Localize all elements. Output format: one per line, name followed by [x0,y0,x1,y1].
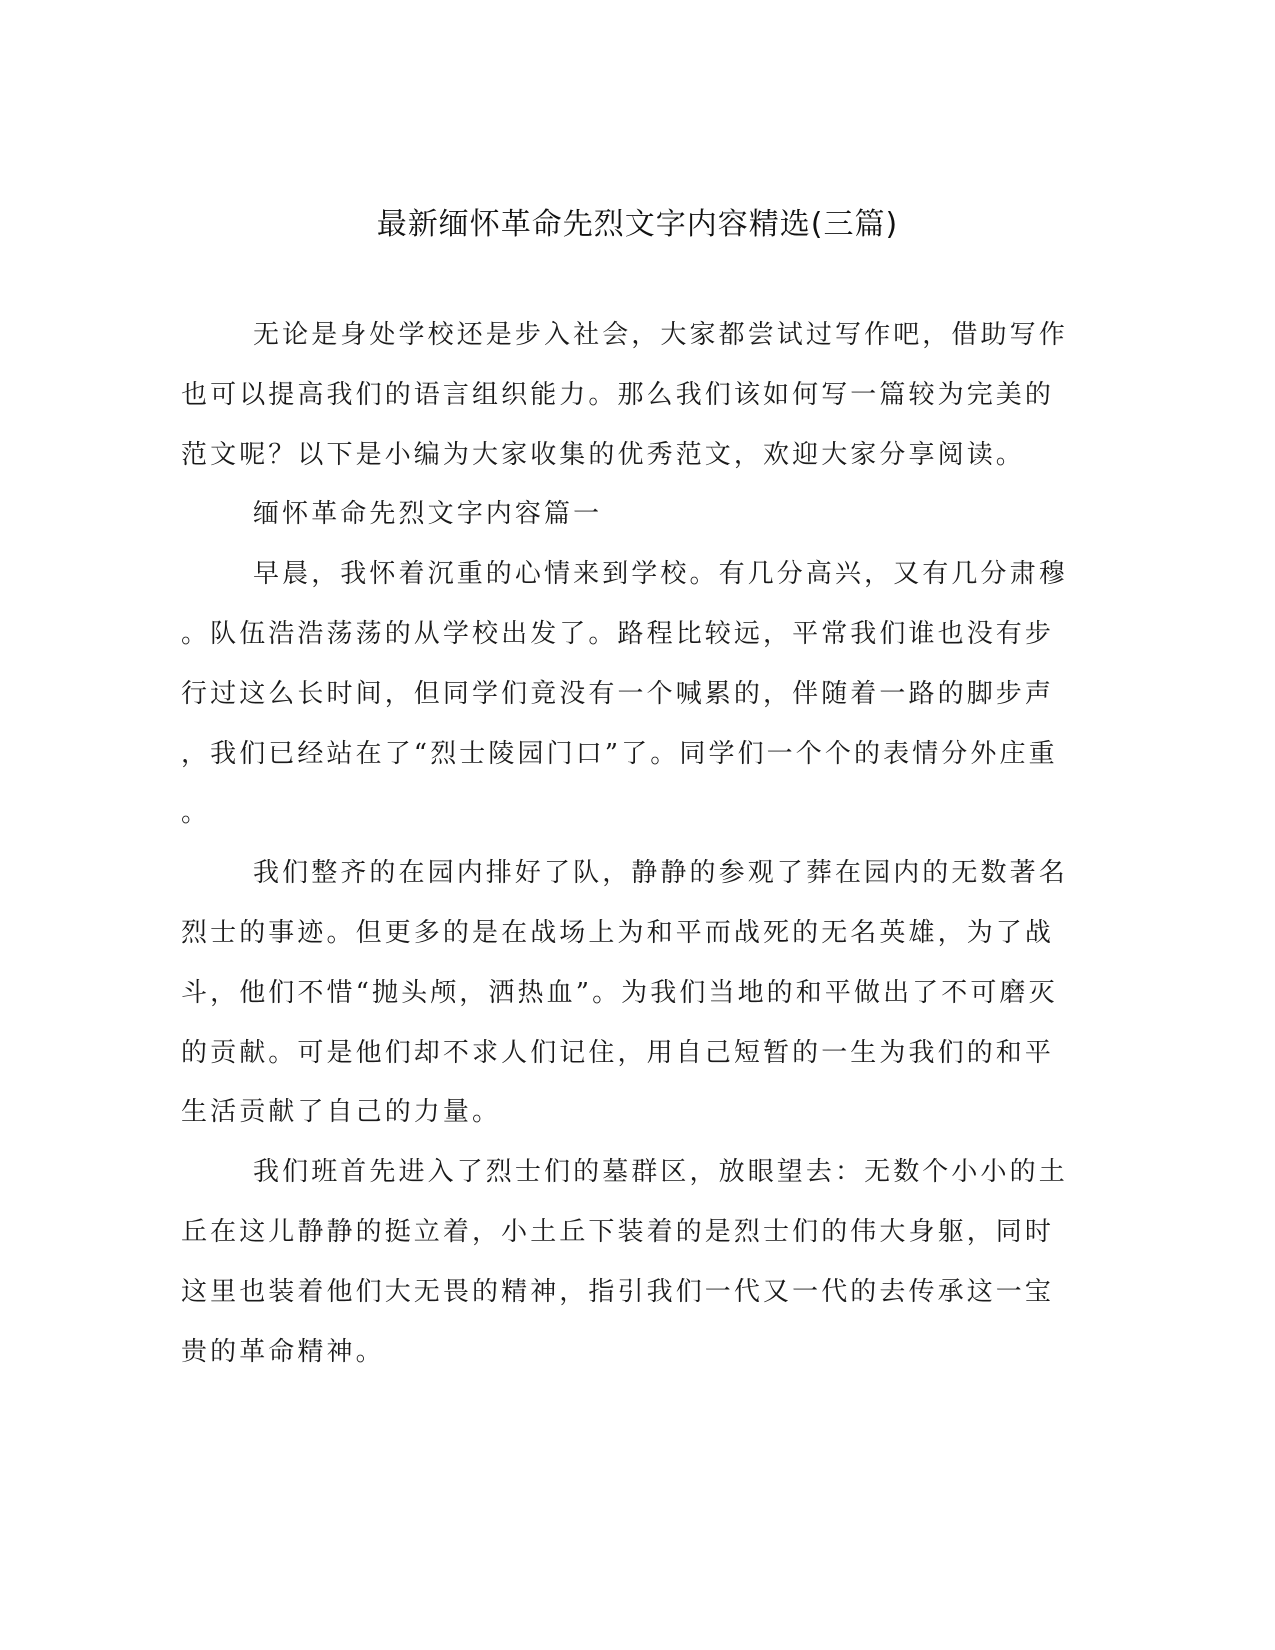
text-line: 贵的革命精神。 [181,1336,385,1367]
text-line: ，我们已经站在了“烈士陵园门口”了。同学们一个个的表情分外庄重 [181,738,1058,769]
text-line: 生活贡献了自己的力量。 [181,1097,502,1128]
text-line: 我们整齐的在园内排好了队，静静的参观了葬在园内的无数著名 [253,858,1068,889]
text-line: 我们班首先进入了烈士们的墓群区，放眼望去：无数个小小的土 [253,1157,1068,1188]
text-line: 这里也装着他们大无畏的精神，指引我们一代又一代的去传承这一宝 [181,1276,1055,1307]
text-line: 无论是身处学校还是步入社会，大家都尝试过写作吧，借助写作 [253,320,1068,350]
document-title: 最新缅怀革命先烈文字内容精选(三篇) [376,207,899,242]
document-body [181,306,1068,1382]
text-line: 范文呢？以下是小编为大家收集的优秀范文，欢迎大家分享阅读。 [181,439,1025,470]
text-line: 的贡献。可是他们却不求人们记住，用自己短暂的一生为我们的和平 [181,1037,1055,1068]
text-line: 行过这么长时间，但同学们竟没有一个喊累的，伴随着一路的脚步声 [181,678,1055,709]
text-line: 。队伍浩浩荡荡的从学校出发了。路程比较远，平常我们谁也没有步 [181,618,1055,649]
text-line: 早晨，我怀着沉重的心情来到学校。有几分高兴，又有几分肃穆 [253,559,1068,590]
text-line: 烈士的事迹。但更多的是在战场上为和平而战死的无名英雄，为了战 [181,917,1055,948]
text-line: 丘在这儿静静的挺立着，小土丘下装着的是烈士们的伟大身躯，同时 [181,1216,1055,1247]
text-line: 也可以提高我们的语言组织能力。那么我们该如何写一篇较为完美的 [181,379,1055,410]
text-line: 缅怀革命先烈文字内容篇一 [253,499,603,530]
text-line: 斗，他们不惜“抛头颅，洒热血”。为我们当地的和平做出了不可磨灭 [181,977,1058,1008]
text-line: 。 [181,798,211,829]
